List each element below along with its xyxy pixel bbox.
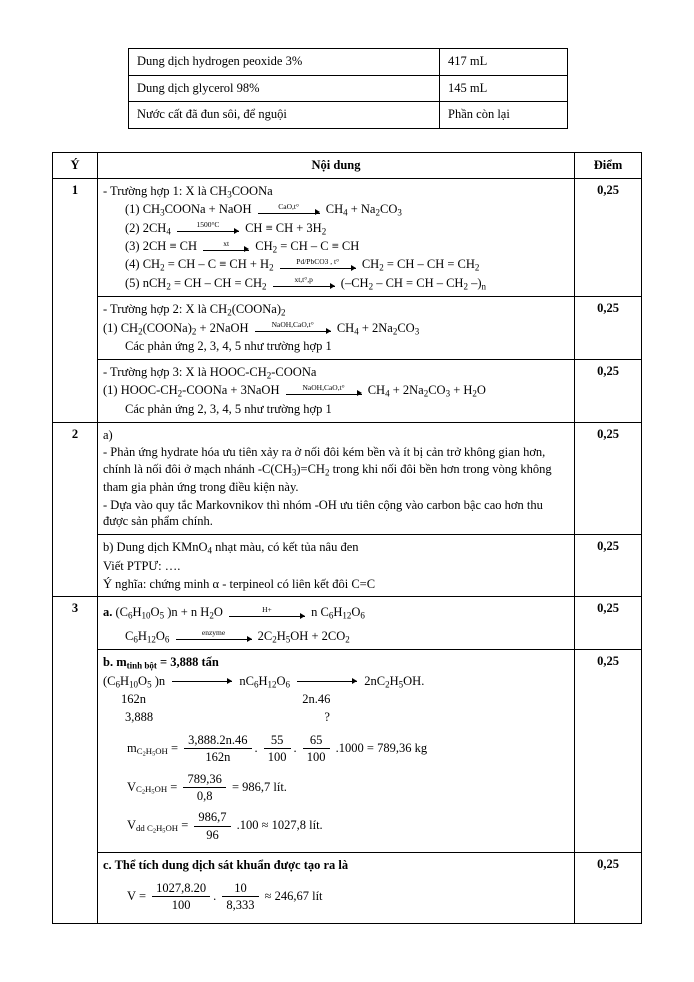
denominator: 0,8 [196, 788, 213, 803]
denominator: 100 [267, 750, 287, 765]
question-number: 1 [53, 178, 98, 422]
arrow-glyph [280, 264, 356, 273]
reaction-arrow-3 [203, 240, 249, 255]
score-q3-a: 0,25 [575, 597, 642, 650]
numerator: 1027,8.20 [152, 881, 210, 897]
reaction-2: (2) $2CH_4$ 1500°C CH ≡ CH + $3H_2$ [125, 220, 327, 236]
q3b-line-2: ($C_6H_{10}O_5$ )n $nC_6H_{12}O_6$ $2nC_2H_5OH$. [103, 673, 425, 689]
fraction [303, 733, 330, 765]
value-right: ? [324, 709, 330, 724]
q3c-equation: V = $\frac{1027,8.20}{100}$ . $\frac{10}{8,333}$ ≈ 246,67 lít [127, 880, 323, 913]
arrow-glyph [229, 612, 305, 621]
q3b-line-3 [103, 691, 569, 708]
reaction-arrow-2 [177, 221, 239, 236]
q1-case1-content [98, 178, 575, 296]
reaction-1: (1) $CH_3COONa$ + NaOH CaO,t° $CH_4 + Na_2CO_3$ [125, 201, 402, 218]
score-q1-case2: 0,25 [575, 297, 642, 360]
denominator: 96 [206, 827, 219, 842]
equation-tail: .1000 = 789,36 kg [335, 740, 428, 755]
reaction-condition: xt [223, 238, 230, 248]
score-q1-case3: 0,25 [575, 359, 642, 422]
table-row [53, 359, 642, 422]
table-row [129, 75, 568, 102]
reaction-arrow-hydrolysis [229, 606, 305, 621]
ingredient-name: Nước cất đã đun sôi, để nguội [129, 102, 440, 129]
q3a-line-1: a. ($C_6H_{10}O_5$ )n + n $H_2O$ H+ n $C_6H_{12}O_6$ [103, 605, 365, 621]
value-left: 3,888 [125, 709, 154, 724]
table-row [53, 297, 642, 360]
table-row [53, 422, 642, 535]
reaction-condition: NaOH,CaO,t° [271, 320, 314, 330]
table-row [53, 597, 642, 650]
q3-part-c-content [98, 853, 575, 924]
reaction-condition: CaO,t° [278, 201, 299, 211]
case3-note: Các phản ứng 2, 3, 4, 5 như trường hợp 1 [125, 401, 332, 416]
part-b-paragraph-1: b) Dung dịch KMnO$_4$ nhạt màu, có kết tủa nâu đen [103, 540, 359, 556]
question-number: 3 [53, 597, 98, 923]
numerator: 10 [222, 881, 258, 897]
arrow-glyph [177, 227, 239, 236]
header-y: Ý [53, 153, 98, 179]
fraction [183, 772, 225, 804]
reaction-condition: NaOH,CaO,t° [302, 382, 345, 392]
arrow-glyph [258, 209, 320, 218]
reaction-condition: H+ [262, 605, 272, 615]
score-q2-b: 0,25 [575, 535, 642, 597]
arrow-glyph [203, 246, 249, 255]
fraction [222, 881, 258, 913]
reaction-arrow-4 [280, 258, 356, 273]
table-row [53, 178, 642, 296]
case2-title: - Trường hợp 2: X là $CH_2(COONa)_2$ [103, 302, 286, 318]
part-a-paragraph-1: - Phản ứng hydrate hóa ưu tiên xảy ra ở nối đôi kém bền và ít bị cản trở không gian hơn, chính là nối đôi ở mạch nhánh $-C(CH_3)=CH_2$ trong khi nối đôi bền hơn trong vòng không tham gia phản ứng trong điều kiện này. [103, 445, 552, 494]
numerator: 65 [303, 733, 330, 749]
q3c-line-1: c. Thể tích dung dịch sát khuẩn được tạo ra là [103, 858, 349, 872]
reaction-condition: Pd/PbCO3 , t° [296, 257, 340, 267]
reaction-4: (4) $CH_2$ = CH – C ≡ CH + $H_2$ Pd/PbCO3 , t° $CH_2$ = CH – CH = $CH_2$ [125, 257, 480, 273]
reaction-1: (1) HOOC-$CH_2$-COONa + 3NaOH NaOH,CaO,t° $CH_4 + 2Na_2CO_3 + H_2O$ [103, 382, 486, 399]
equation-tail: .100 ≈ 1027,8 lít. [236, 818, 323, 832]
reaction-5: (5) nCH$_2$ = CH – CH = $CH_2$ xt,t°,p ($-CH_2$ – CH = CH – $CH_2$ $-)_n$ [125, 275, 487, 292]
numerator: 55 [264, 733, 291, 749]
q3b-line-1: b. mtinh bột = 3,888 tấn [103, 655, 219, 671]
q1-case2-content [98, 297, 575, 360]
arrow-glyph [297, 677, 357, 686]
fraction [194, 810, 230, 842]
denominator: 162n [205, 750, 231, 765]
part-b-paragraph-2: Viết PTPƯ: …. [103, 558, 181, 573]
q3b-line-4 [103, 709, 569, 726]
ingredients-table [128, 48, 568, 129]
numerator: 986,7 [194, 810, 230, 826]
table-row [53, 853, 642, 924]
mass-right: 2n.46 [302, 692, 331, 706]
score-q3-c: 0,25 [575, 853, 642, 924]
arrow-glyph [273, 282, 335, 291]
numerator: 789,36 [183, 772, 225, 788]
question-number: 2 [53, 422, 98, 597]
part-a-heading: a) [103, 427, 113, 442]
reaction-arrow-5 [273, 276, 335, 291]
reaction-arrow-fermentation [176, 629, 252, 644]
fraction [184, 733, 251, 765]
reaction-arrow-1 [258, 203, 320, 218]
score-q2-a: 0,25 [575, 422, 642, 535]
fraction [264, 733, 291, 765]
denominator: 100 [306, 750, 326, 765]
score-q3-b: 0,25 [575, 650, 642, 853]
reaction-condition: 1500°C [196, 220, 220, 230]
answer-key-table [52, 152, 642, 924]
q3b-equation-1: $mC_2H_5OH$ = $\frac{3,888.2n.46}{162n}$ . $\frac{55}{100}$ . $\frac{65}{100}$ .1000 = 789,36 kg [127, 732, 428, 765]
q1-case3-content [98, 359, 575, 422]
ingredient-amount: 145 mL [440, 75, 568, 102]
q3b-equation-2: $VC_2H_5OH$ = $\frac{789,36}{0,8}$ = 986,7 lít. [127, 771, 287, 803]
q3-part-b-content [98, 650, 575, 853]
table-header-row [53, 153, 642, 179]
fraction [152, 881, 210, 913]
variable: V [127, 888, 136, 903]
reaction-1: (1) $CH_2(COONa)_2$ + 2NaOH NaOH,CaO,t° $CH_4 + 2Na_2CO_3$ [103, 320, 420, 336]
case2-note: Các phản ứng 2, 3, 4, 5 như trường hợp 1 [125, 339, 332, 353]
table-row [53, 650, 642, 853]
numerator: 3,888.2n.46 [184, 733, 251, 749]
arrow-glyph [255, 327, 331, 336]
ingredient-name: Dung dịch hydrogen peoxide 3% [129, 49, 440, 76]
header-score: Điểm [575, 153, 642, 179]
arrow-glyph [176, 635, 252, 644]
case1-title: - Trường hợp 1: X là $CH_3COONa$ [103, 183, 273, 200]
mass-left: 162n [121, 692, 146, 706]
q2-part-a-content [98, 422, 575, 535]
reaction-condition: enzyme [201, 628, 226, 638]
denominator: 100 [171, 898, 191, 913]
table-row [129, 49, 568, 76]
header-content: Nội dung [98, 153, 575, 179]
reaction-arrow-1 [255, 321, 331, 336]
denominator: 8,333 [226, 898, 255, 913]
q3-part-a-content [98, 597, 575, 650]
reaction-3: (3) 2CH ≡ CH xt $CH_2$ = CH – C ≡ CH [125, 238, 360, 255]
ingredient-name: Dung dịch glycerol 98% [129, 75, 440, 102]
q2-part-b-content [98, 535, 575, 597]
score-q1-case1: 0,25 [575, 178, 642, 296]
reaction-arrow-1 [286, 384, 362, 399]
ingredient-amount: 417 mL [440, 49, 568, 76]
q3a-line-2: $C_6H_{12}O_6$ enzyme $2C_2H_5OH + 2CO_2$ [125, 628, 350, 645]
q3b-equation-3: Vdd $C_2H_5OH$ = $\frac{986,7}{96}$ .100 ≈ 1027,8 lít. [127, 810, 323, 842]
part-a-paragraph-2: - Dựa vào quy tắc Markovnikov thì nhóm -OH ưu tiên cộng vào carbon bậc cao hơn thu được sản phẩm chính. [103, 497, 543, 529]
case3-title: - Trường hợp 3: X là HOOC-$CH_2$-COONa [103, 364, 317, 381]
arrow-glyph [286, 390, 362, 399]
table-row [53, 535, 642, 597]
part-b-paragraph-3: Ý nghĩa: chứng minh α - terpineol có liên kết đôi C=C [103, 576, 376, 591]
ingredient-amount: Phần còn lại [440, 102, 568, 129]
equation-tail: = 986,7 lít. [231, 779, 287, 794]
table-row [129, 102, 568, 129]
arrow-glyph [172, 677, 232, 686]
reaction-condition: xt,t°,p [294, 275, 313, 285]
equation-tail: ≈ 246,67 lít [264, 888, 323, 903]
